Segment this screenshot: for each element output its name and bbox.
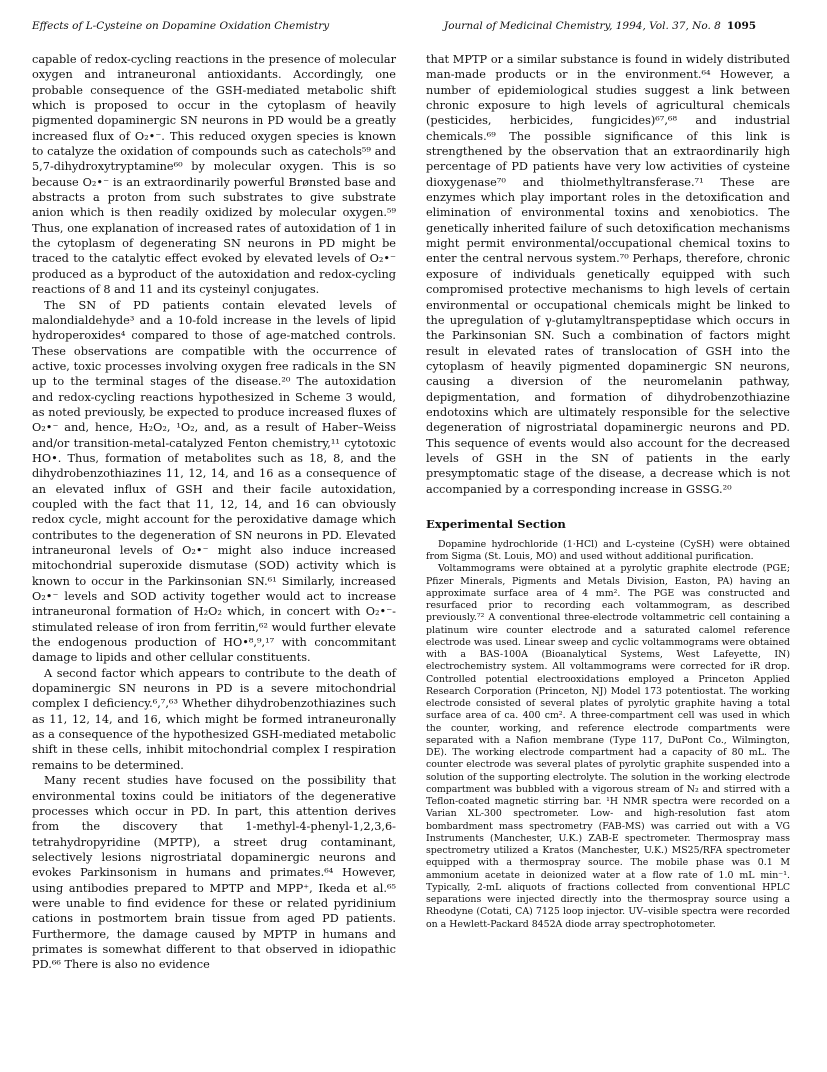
running-header-journal	[444, 20, 756, 32]
left-column	[32, 52, 396, 973]
body-paragraph: capable of redox-cycling reactions in the presence of molecular oxygen and intraneuronal antioxidants. Accordingly, one probable consequence of the GSH-mediated metabolic shift which is proposed to occur in the cytoplasm of heavily pigmented dopaminergic SN neurons in PD would be a greatly increased flux of O₂•⁻. This reduced oxygen species is known to catalyze the oxidation of compounds such as catechols⁵⁹ and 5,7-dihydroxytryptamine⁶⁰ by molecular oxygen. This is so because O₂•⁻ is an extraordinarily powerful Brønsted base and abstracts a proton from such substrates to give substrate anion which is then readily oxidized by molecular oxygen.⁵⁹ Thus, one explanation of increased rates of autoxidation of 1 in the cytoplasm of degenerating SN neurons in PD might be traced to the catalytic effect evoked by elevated levels of O₂•⁻ produced as a byproduct of the autoxidation and redox-cycling reactions of 8 and 11 and its cysteinyl conjugates.	[32, 53, 396, 297]
experimental-paragraph: Voltammograms were obtained at a pyrolytic graphite electrode (PGE; Pfizer Minerals, Pigments and Metals Division, Easton, PA) having an approximate surface area of 4 mm². The PGE was constructed and resurfaced prior to recording each voltammogram, as described previously.⁷² A conventional three-electrode voltammetric cell containing a platinum wire counter electrode and a saturated calomel reference electrode was used. Linear sweep and cyclic voltammograms were obtained with a BAS-100A (Bioanalytical Systems, West Lafeyette, IN) electrochemistry system. All voltammograms were corrected for iR drop. Controlled potential electrooxidations employed a Princeton Applied Research Corporation (Princeton, NJ) Model 173 potentiostat. The working electrode consisted of several plates of pyrolytic graphite having a total surface area of ca. 400 cm². A three-compartment cell was used in which the counter, working, and reference electrode compartments were separated with a Nafion membrane (Type 117, DuPont Co., Wilmington, DE). The working electrode compartment had a capacity of 80 mL. The counter electrode was several plates of pyrolytic graphite suspended into a solution of the supporting electrolyte. The solution in the working electrode compartment was bubbled with a vigorous stream of N₂ and stirred with a Teflon-coated magnetic stirring bar. ¹H NMR spectra were recorded on a Varian XL-300 spectrometer. Low- and high-resolution fast atom bombardment mass spectrometry (FAB-MS) was carried out with a VG Instruments (Manchester, U.K.) ZAB-E spectrometer. Thermospray mass spectrometry utilized a Kratos (Manchester, U.K.) MS25/RFA spectrometer equipped with a thermospray source. The mobile phase was 0.1 M ammonium acetate in deionized water at a flow rate of 1.0 mL min⁻¹. Typically, 2-mL aliquots of fractions collected from conventional HPLC separations were injected directly into the thermospray source using a Rheodyne (Cotati, CA) 7125 loop injector. UV–visible spectra were recorded on a Hewlett-Packard 8452A diode array spectrophotometer.	[426, 563, 790, 930]
page-number: 1095	[726, 20, 757, 32]
experimental-paragraph: Dopamine hydrochloride (1·HCl) and L-cysteine (CySH) were obtained from Sigma (St. Louis, MO) and used without additional purification.	[426, 538, 790, 563]
section-heading: Experimental Section	[426, 516, 566, 531]
experimental-section	[426, 539, 790, 931]
body-paragraph: A second factor which appears to contribute to the death of dopaminergic SN neurons in PD is a severe mitochondrial complex I deficiency.⁶,⁷,⁶³ Whether dihydrobenzothiazines such as 11, 12, 14, and 16, which might be formed intraneuronally as a consequence of the hypothesized GSH-mediated metabolic shift in these cells, inhibit mitochondrial complex I respiration remains to be determined.	[32, 666, 396, 772]
body-paragraph: Many recent studies have focused on the possibility that environmental toxins could be initiators of the degenerative processes which occur in PD. In part, this attention derives from the discovery that 1-methyl-4-phenyl-1,2,3,6-tetrahydropyridine (MPTP), a street drug contaminant, selectively lesions nigrostriatal dopaminergic neurons and evokes Parkinsonism in humans and primates.⁶⁴ However, using antibodies prepared to MPTP and MPP⁺, Ikeda et al.⁶⁵ were unable to find evidence for these or related pyridinium cations in postmortem brain tissue from aged PD patients. Furthermore, the damage caused by MPTP in humans and primates is somewhat different to that observed in idiopathic PD.⁶⁶ There is also no evidence	[32, 774, 396, 972]
journal-citation: Journal of Medicinal Chemistry, 1994, Vol. 37, No. 8	[444, 20, 721, 32]
right-column	[426, 52, 790, 931]
body-paragraph: The SN of PD patients contain elevated levels of malondialdehyde³ and a 10-fold increase in the levels of lipid hydroperoxides⁴ compared to those of age-matched controls. These observations are compatible with the occurrence of active, toxic processes involving oxygen free radicals in the SN up to the terminal stages of the disease.²⁰ The autoxidation and redox-cycling reactions hypothesized in Scheme 3 would, as noted previously, be expected to produce increased fluxes of O₂•⁻ and, hence, H₂O₂, ¹O₂, and, as a result of Haber–Weiss and/or transition-metal-catalyzed Fenton chemistry,¹¹ cytotoxic HO•. Thus, formation of metabolites such as 18, 8, and the dihydrobenzothiazines 11, 12, 14, and 16 as a consequence of an elevated influx of GSH and their facile autoxidation, coupled with the fact that 11, 12, 14, and 16 can obviously redox cycle, might account for the peroxidative damage which contributes to the degeneration of SN neurons in PD. Elevated intraneuronal levels of O₂•⁻ might also induce increased mitochondrial superoxide dismutase (SOD) activity which is known to occur in the Parkinsonian SN.⁶¹ Similarly, increased O₂•⁻ levels and SOD activity together would act to increase intraneuronal formation of H₂O₂ which, in concert with O₂•⁻-stimulated release of iron from ferritin,⁶² would further elevate the endogenous production of HO•⁸,⁹,¹⁷ with concommitant damage to lipids and other cellular constituents.	[32, 298, 396, 665]
running-header-title: Effects of L-Cysteine on Dopamine Oxidation Chemistry	[32, 20, 330, 32]
body-paragraph: that MPTP or a similar substance is found in widely distributed man-made products or in the environment.⁶⁴ However, a number of epidemiological studies suggest a link between chronic exposure to high levels of agricultural chemicals (pesticides, herbicides, fungicides)⁶⁷,⁶⁸ and industrial chemicals.⁶⁹ The possible significance of this link is strengthened by the observation that an extraordinarily high percentage of PD patients have very low activities of cysteine dioxygenase⁷⁰ and thiolmethyltransferase.⁷¹ These are enzymes which play important roles in the detoxification and elimination of environmental toxins and xenobiotics. The genetically inherited failure of such detoxification mechanisms might permit environmental/occupational chemical toxins to enter the central nervous system.⁷⁰ Perhaps, therefore, chronic exposure of individuals genetically equipped with such compromised protective mechanisms to high levels of certain environmental or occupational chemicals might be linked to the upregulation of γ-glutamyltranspeptidase which occurs in the Parkinsonian SN. Such a combination of factors might result in elevated rates of translocation of GSH into the cytoplasm of heavily pigmented dopaminergic SN neurons, causing a diversion of the neuromelanin pathway, depigmentation, and formation of dihydrobenzothiazine endotoxins which are ultimately responsible for the selective degeneration of nigrostriatal dopaminergic neurons and PD. This sequence of events would also account for the decreased levels of GSH in the SN of patients in the early presymptomatic stage of the disease, a decrease which is not accompanied by a corresponding increase in GSSG.²⁰	[426, 53, 790, 496]
